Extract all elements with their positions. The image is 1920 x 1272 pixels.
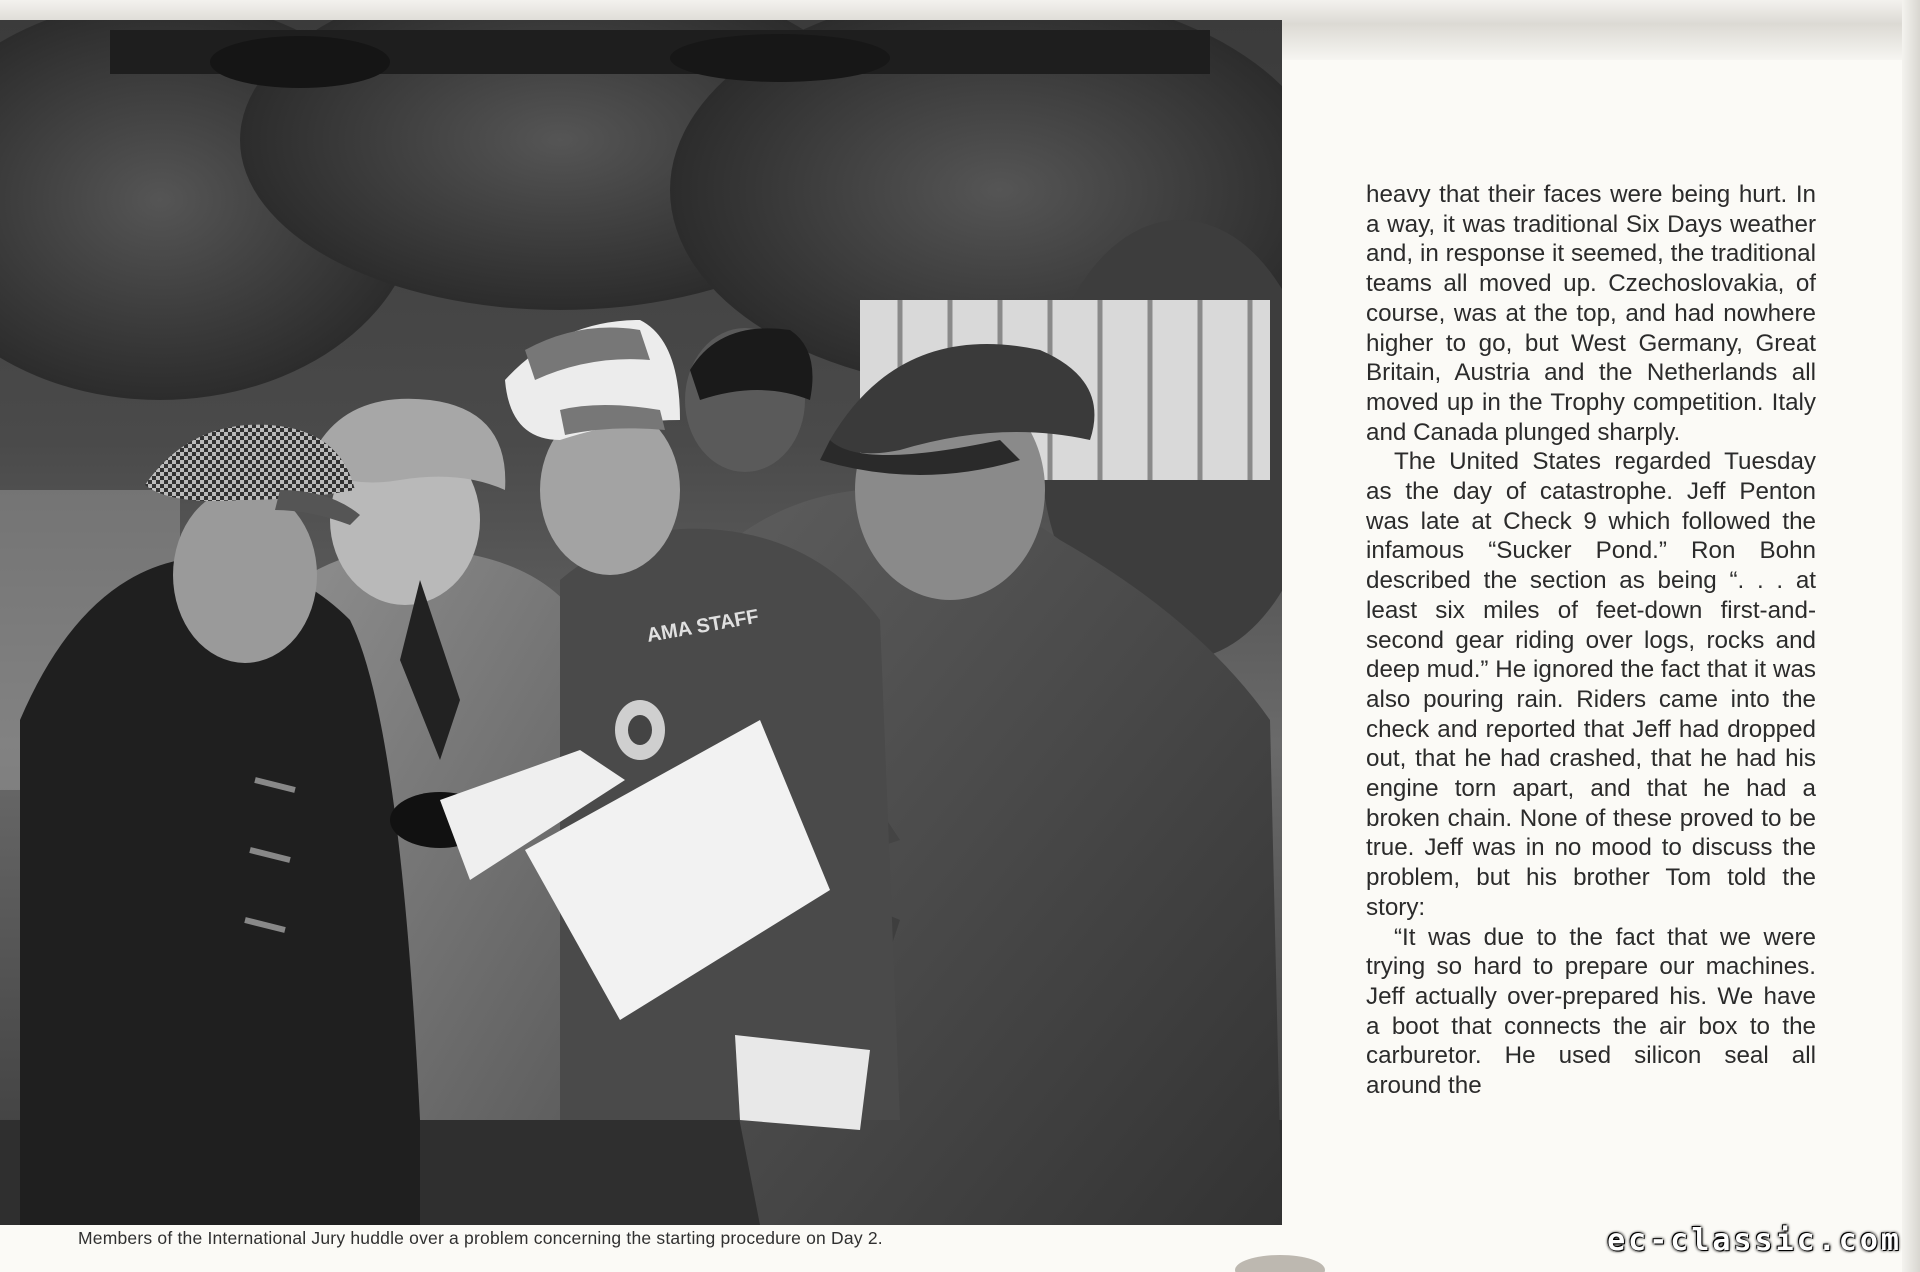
site-watermark: ec-classic.com <box>1607 1223 1902 1258</box>
page-binding-shadow <box>1902 0 1920 1272</box>
article-paragraph-1: heavy that their faces were being hurt. In a way, it was traditional Six Days weather and, in response it seemed, the traditional teams all moved up. Czechoslovakia, of course, was at the top, and had nowhere higher to go, but West Germany, Great Britain, Austria and the Netherlands all moved up in the Trophy competition. Italy and Canada plunged sharply. <box>1366 181 1816 446</box>
page-smudge <box>1235 1255 1325 1272</box>
article-paragraph-3: “It was due to the fact that we were trying so hard to prepare our machines. Jeff actually over-prepared his. We have a boot that connects the air box to the carburetor. He used silicon seal all around the <box>1366 923 1816 1100</box>
jury-photo-illustration <box>0 20 1282 1225</box>
photo-caption: Members of the International Jury huddle over a problem concerning the starting procedure on Day 2. <box>78 1228 883 1248</box>
article-paragraph-2: The United States regarded Tuesday as the day of catastrophe. Jeff Penton was late at Check 9 which followed the infamous “Sucker Pond.” Ron Bohn described the section as being “. . . at least six miles of feet-down first-and-second gear riding over logs, rocks and deep mud.” He ignored the fact that it was also pouring rain. Riders came into the check and reported that Jeff had dropped out, that he had crashed, that he had his engine torn apart, and that he had a broken chain. None of these proved to be true. Jeff was in no mood to discuss the problem, but his brother Tom told the story: <box>1366 448 1816 921</box>
jury-photo <box>0 20 1282 1225</box>
jacket-badge: AMA STAFF <box>645 605 761 647</box>
article-column <box>1366 180 1816 1220</box>
